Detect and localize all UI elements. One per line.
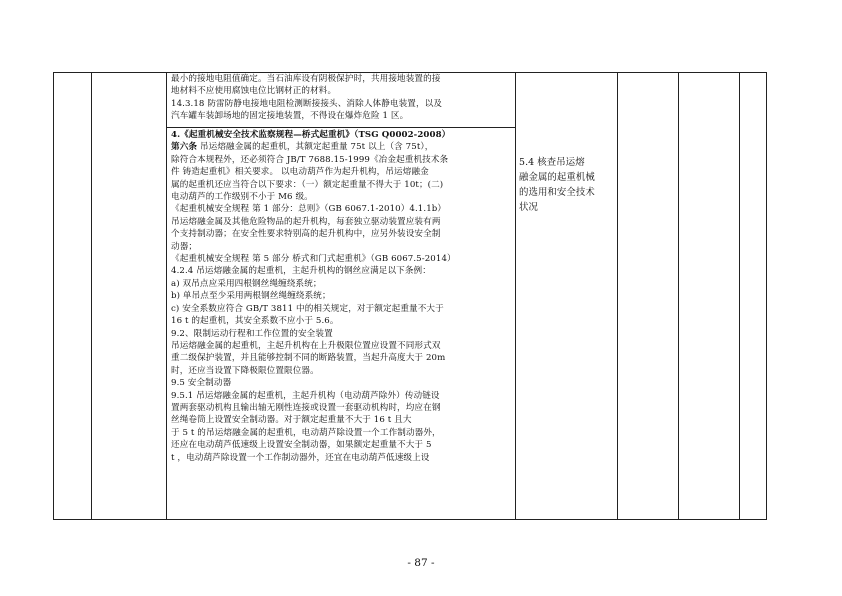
text-line: 件 铸造起重机》相关要求。 以电动葫芦作为起升机构，吊运熔融金	[171, 167, 429, 178]
text-line: 融金属的起重机械	[519, 172, 595, 183]
col-border-1	[91, 72, 92, 520]
text-line: 除符合本规程外，还必须符合 JB/T 7688.15-1999《冶金起重机技术条	[171, 154, 449, 165]
article-text: 吊运熔融金属的起重机，其额定起重量 75t 以上（含 75t），	[197, 142, 434, 153]
page-number: - 87 -	[407, 557, 435, 569]
regulation-text	[171, 129, 456, 464]
check-item-text	[519, 155, 595, 215]
text-line: 时，还应当设置下降极限位置限位器。	[171, 365, 319, 376]
col-border-0	[53, 72, 54, 520]
text-line: 状况	[519, 202, 538, 213]
top-clause-text	[171, 73, 442, 123]
text-line: 属的起重机还应当符合以下要求：（一）额定起重量不得大于 10t；(二)	[171, 179, 444, 190]
text-line: 个支持制动器；在安全性要求特别高的起升机构中，应另外装设安全制	[171, 229, 441, 240]
text-line: t ，电动葫芦除设置一个工作制动器外，还宜在电动葫芦低速级上设	[171, 452, 430, 463]
text-line: 16 t 的起重机，其安全系数不应小于 5.6。	[171, 316, 339, 327]
text-line: c) 安全系数应符合 GB/T 3811 中的相关规定，对于额定起重量不大于	[171, 303, 444, 314]
text-line: 吊运熔融金属的起重机，主起升机构在上升极限位置应设置不同形式双	[171, 340, 441, 351]
text-line	[171, 141, 456, 153]
article-label: 第六条	[171, 142, 198, 153]
text-line: 《起重机械安全规程 第 1 部分：总则》（GB 6067.1-2010）4.1.1b）	[171, 204, 447, 215]
col-border-2	[166, 72, 167, 520]
text-line: 还应在电动葫芦低速级上设置安全制动器，如果额定起重量不大于 5	[171, 440, 432, 451]
text-line: 的选用和安全技术	[519, 187, 595, 198]
row-divider	[166, 127, 515, 128]
text-line: 电动葫芦的工作级别不小于 M6 级。	[171, 192, 313, 203]
text-line: 最小的接地电阻值确定。当石油库设有阴极保护时，共用接地装置的接	[171, 74, 441, 84]
col-border-3	[515, 72, 516, 520]
text-line: 地材料不应使用腐蚀电位比钢材正的材料。	[171, 86, 337, 97]
text-line: 吊运熔融金属及其他危险物品的起升机构，每套独立驱动装置应装有两	[171, 216, 441, 227]
text-line: 于 5 t 的吊运熔融金属的起重机，电动葫芦除设置一个工作制动器外，	[171, 427, 441, 438]
table-bottom-border	[53, 519, 766, 520]
col-border-6	[739, 72, 740, 520]
regulation-heading: 4.《起重机械安全技术监察规程—桥式起重机》（TSG Q0002-2008）	[171, 130, 451, 140]
text-line: b) 单吊点至少采用两根钢丝绳缠绕系统；	[171, 291, 331, 302]
text-line: 4.2.4 吊运熔融金属的起重机，主起升机构的钢丝应满足以下条例：	[171, 266, 431, 277]
text-line: 丝绳卷筒上设置安全制动器。对于额定起重量不大于 16 t 且大	[171, 415, 412, 426]
text-line: 重二级保护装置，并且能够控制不同的断路装置，当起升高度大于 20m	[171, 353, 446, 364]
text-line: 动器；	[171, 241, 198, 252]
col-border-5	[678, 72, 679, 520]
text-line: 9.5 安全制动器	[171, 378, 232, 389]
text-line: 5.4 核查吊运熔	[519, 157, 585, 168]
text-line: 9.2、限制运动行程和工作位置的安全装置	[171, 328, 333, 339]
text-line: 《起重机械安全规程 第 5 部分 桥式和门式起重机》（GB 6067.5-2014）	[171, 254, 456, 265]
col-border-7	[766, 72, 767, 520]
text-line: 置两套驱动机构且输出轴无刚性连接或设置一套驱动机构时，均应在钢	[171, 402, 441, 413]
text-line: a) 双吊点应采用四根钢丝绳缠绕系统；	[171, 278, 322, 289]
text-line: 14.3.18 防雷防静电接地电阻检测断接接头、消除人体静电装置，以及	[171, 98, 443, 109]
col-border-4	[617, 72, 618, 520]
text-line: 9.5.1 吊运熔融金属的起重机，主起升机构（电动葫芦除外）传动链设	[171, 390, 440, 401]
text-line: 汽车罐车装卸场地的固定接地装置，不得设在爆炸危险 1 区。	[171, 111, 409, 122]
